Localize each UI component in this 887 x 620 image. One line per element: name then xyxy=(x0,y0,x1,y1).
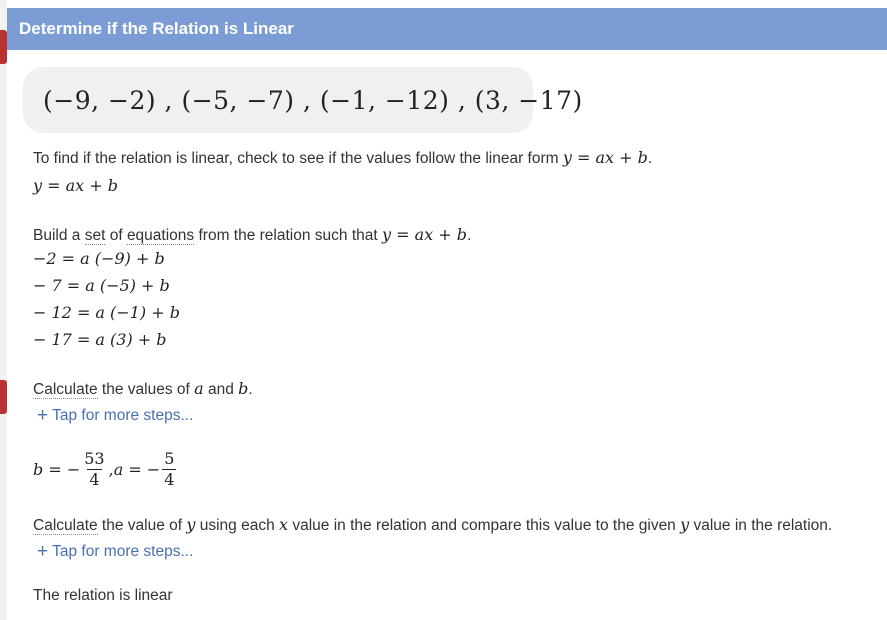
var-x: x xyxy=(279,515,289,534)
step1-description xyxy=(33,148,652,168)
step1-inline-math: y = ax + b xyxy=(562,148,648,167)
step4-text-c: value in the relation and compare this value to the given xyxy=(288,517,681,534)
step2-text-c: from the relation such that xyxy=(194,227,382,244)
step4-text-a: the value of xyxy=(97,517,187,534)
result-separator: , xyxy=(108,459,114,479)
step2-period: . xyxy=(467,227,472,244)
a-fraction xyxy=(162,449,176,490)
modal-header xyxy=(7,8,887,50)
plus-icon: + xyxy=(37,405,49,426)
equation-line xyxy=(33,276,170,296)
step4-text-d: value in the relation. xyxy=(689,517,833,534)
b-denominator: 4 xyxy=(89,469,100,489)
equation: −2 = a (−9) + b xyxy=(33,249,165,268)
var-b: b xyxy=(238,379,249,398)
equation-line xyxy=(33,303,180,323)
a-equals: a = − xyxy=(113,459,161,479)
step3-period: . xyxy=(248,381,253,398)
step2-inline-math: y = ax + b xyxy=(382,225,467,244)
solution-modal xyxy=(7,0,887,620)
equation-line xyxy=(33,330,167,350)
b-equals: b = − xyxy=(33,459,81,479)
background-tab xyxy=(0,380,7,414)
modal-title: Determine if the Relation is Linear xyxy=(19,19,294,38)
term-set-link[interactable]: set xyxy=(84,227,106,244)
step3-text-a: the values of xyxy=(97,381,195,398)
conclusion-text: The relation is linear xyxy=(33,587,173,604)
equation: − 12 = a (−1) + b xyxy=(33,303,180,322)
step3-description xyxy=(33,379,253,399)
conclusion xyxy=(33,587,173,605)
tap-more-steps-label: Tap for more steps... xyxy=(52,407,194,424)
step3-result xyxy=(33,447,178,491)
step1-period: . xyxy=(647,150,653,167)
term-equations-link[interactable]: equations xyxy=(126,227,195,244)
step2-text-b: of xyxy=(105,227,127,244)
step1-text: To find if the relation is linear, check to see if the values follow the linear form xyxy=(33,150,563,167)
step3-text-and: and xyxy=(203,381,239,398)
a-numerator: 5 xyxy=(164,448,175,468)
term-calculate-link[interactable]: Calculate xyxy=(33,381,98,398)
a-denominator: 4 xyxy=(164,469,175,489)
equation: − 17 = a (3) + b xyxy=(33,330,167,349)
var-y: y xyxy=(186,515,196,534)
equation-line xyxy=(33,249,165,269)
plus-icon: + xyxy=(37,541,49,562)
step2-description xyxy=(33,225,471,245)
tap-more-steps-label: Tap for more steps... xyxy=(52,543,194,560)
step4-text-b: using each xyxy=(195,517,280,534)
problem-expression: (−9, −2) , (−5, −7) , (−1, −12) , (3, −17) xyxy=(43,85,583,115)
step2-text-a: Build a xyxy=(33,227,85,244)
background-tab xyxy=(0,30,7,64)
tap-more-steps-button[interactable] xyxy=(37,405,193,427)
var-a: a xyxy=(194,379,204,398)
step4-description xyxy=(33,515,832,535)
tap-more-steps-button[interactable] xyxy=(37,541,193,563)
term-calculate-link[interactable]: Calculate xyxy=(33,517,98,534)
var-y: y xyxy=(680,515,690,534)
step1-formula: y = ax + b xyxy=(33,176,118,195)
step1-formula-line xyxy=(33,176,118,196)
b-fraction xyxy=(82,449,106,490)
equation: − 7 = a (−5) + b xyxy=(33,276,170,295)
problem-box xyxy=(23,67,583,133)
b-numerator: 53 xyxy=(84,448,105,468)
